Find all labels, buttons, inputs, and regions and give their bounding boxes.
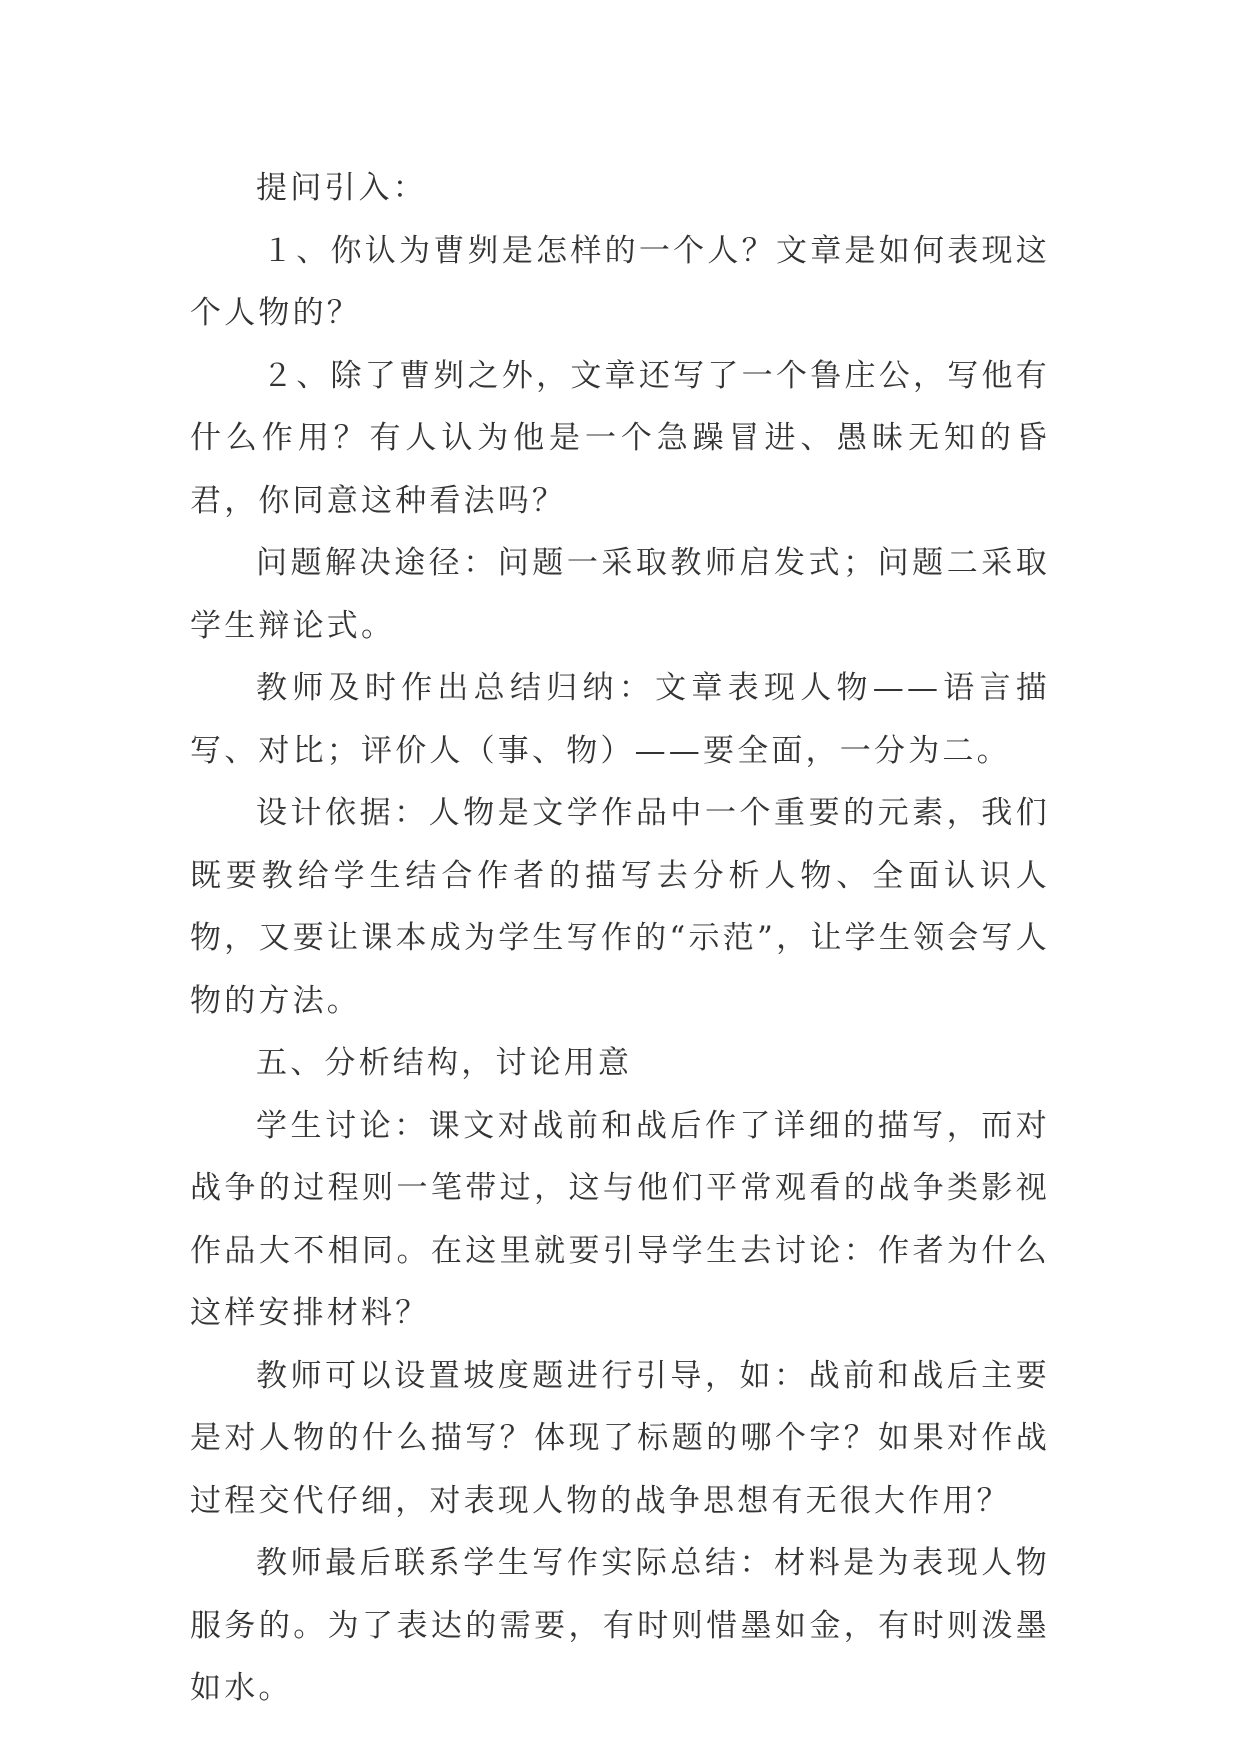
paragraph-question-2: ２、除了曹刿之外，文章还写了一个鲁庄公，写他有什么作用？有人认为他是一个急躁冒进、愚昧无知的昏君，你同意这种看法吗？ [190, 357, 1050, 519]
paragraph-student-discussion: 学生讨论：课文对战前和战后作了详细的描写，而对战争的过程则一笔带过，这与他们平常观看的战争类影视作品大不相同。在这里就要引导学生去讨论：作者为什么这样安排材料？ [190, 1107, 1050, 1331]
paragraph-solution-approach: 问题解决途径：问题一采取教师启发式；问题二采取学生辩论式。 [190, 545, 1050, 644]
paragraph-teacher-guidance: 教师可以设置坡度题进行引导，如：战前和战后主要是对人物的什么描写？体现了标题的哪个字？如果对作战过程交代仔细，对表现人物的战争思想有无很大作用？ [190, 1357, 1050, 1519]
paragraph-teacher-summary: 教师及时作出总结归纳：文章表现人物——语言描写、对比；评价人（事、物）——要全面，一分为二。 [190, 670, 1050, 769]
section-heading-structure: 五、分析结构，讨论用意 [256, 1045, 633, 1081]
paragraph-intro-heading: 提问引入： [256, 170, 427, 206]
paragraph-final-summary: 教师最后联系学生写作实际总结：材料是为表现人物服务的。为了表达的需要，有时则惜墨如金，有时则泼墨如水。 [190, 1545, 1050, 1706]
paragraph-question-1: １、你认为曹刿是怎样的一个人？文章是如何表现这个人物的？ [190, 232, 1050, 331]
paragraph-design-basis: 设计依据：人物是文学作品中一个重要的元素，我们既要教给学生结合作者的描写去分析人物、全面认识人物，又要让课本成为学生写作的“示范”，让学生领会写人物的方法。 [190, 795, 1050, 1019]
document-body [190, 157, 1050, 1720]
